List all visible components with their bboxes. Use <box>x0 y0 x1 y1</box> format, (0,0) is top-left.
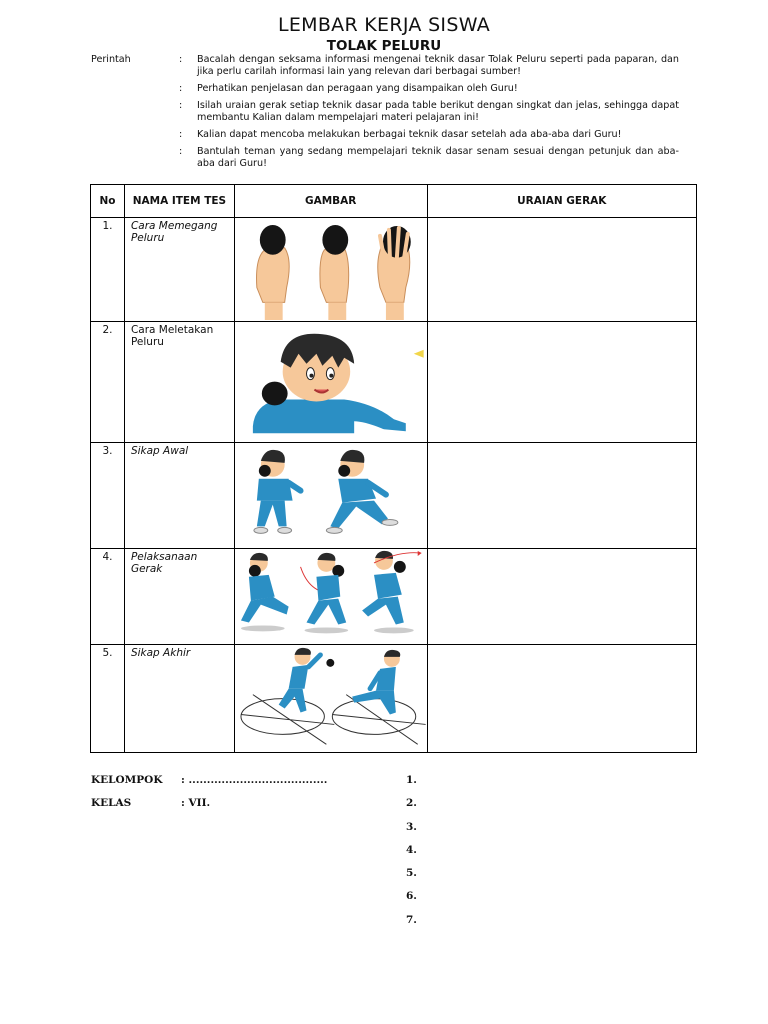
row-image <box>234 322 427 443</box>
row-item-name: Sikap Akhir <box>124 645 234 753</box>
row-description[interactable] <box>427 322 696 443</box>
page-subtitle: TOLAK PELURU <box>326 38 442 54</box>
group-label: KELOMPOK <box>91 774 163 786</box>
member-line[interactable]: 2. <box>406 797 417 810</box>
worksheet-table <box>90 184 697 753</box>
header-image: GAMBAR <box>234 185 427 218</box>
instructions <box>91 54 679 175</box>
header-no: No <box>91 185 125 218</box>
instruction-text: Bantulah teman yang sedang mempelajari teknik dasar senam sesuai dengan petunjuk dan aba-aba dari Guru! <box>197 146 679 169</box>
instruction-item: : Bantulah teman yang sedang mempelajari teknik dasar senam sesuai dengan petunjuk dan aba-aba dari Guru! <box>179 146 679 169</box>
member-line[interactable]: 5. <box>406 867 417 880</box>
group-field[interactable]: : ...................................... <box>181 774 328 786</box>
table-row <box>91 443 697 549</box>
page-title: LEMBAR KERJA SISWA <box>277 14 491 36</box>
instruction-text: Bacalah dengan seksama informasi mengenai teknik dasar Tolak Peluru seperti pada paparan, dan jika perlu carilah informasi lain yang relevan dari berbagai sumber! <box>197 54 679 77</box>
instruction-label: Perintah <box>91 54 131 65</box>
member-line[interactable]: 3. <box>406 820 417 833</box>
instruction-text: Kalian dapat mencoba melakukan berbagai teknik dasar setelah ada aba-aba dari Guru! <box>197 129 622 140</box>
row-image <box>234 549 427 645</box>
row-description[interactable] <box>427 218 696 322</box>
instruction-text: Perhatikan penjelasan dan peragaan yang disampaikan oleh Guru! <box>197 83 518 94</box>
member-line[interactable]: 1. <box>406 774 417 786</box>
instruction-item: : Perhatikan penjelasan dan peragaan yang disampaikan oleh Guru! <box>91 83 679 95</box>
header-description: URAIAN GERAK <box>427 185 696 218</box>
row-description[interactable] <box>427 549 696 645</box>
class-field[interactable]: : VII. <box>181 797 211 809</box>
instruction-item: : Kalian dapat mencoba melakukan berbagai teknik dasar setelah ada aba-aba dari Guru! <box>91 129 679 141</box>
row-number: 3. <box>91 443 125 549</box>
instruction-text: Isilah uraian gerak setiap teknik dasar pada table berikut dengan singkat dan jelas, sehingga dapat membantu Kalian dalam mempelajari materi pelajaran ini! <box>197 100 679 123</box>
class-row <box>91 797 391 820</box>
table-row <box>91 549 697 645</box>
row-image <box>234 443 427 549</box>
follow-through-illustration <box>235 645 427 751</box>
member-line[interactable]: 4. <box>406 843 417 856</box>
row-number: 2. <box>91 322 125 443</box>
row-item-name: Cara Meletakan Peluru <box>124 322 234 443</box>
table-row <box>91 645 697 753</box>
table-row <box>91 218 697 322</box>
row-description[interactable] <box>427 443 696 549</box>
execution-sequence-illustration <box>235 549 427 643</box>
starting-stance-illustration <box>235 443 427 547</box>
row-number: 1. <box>91 218 125 322</box>
footer-info <box>91 774 391 820</box>
row-number: 4. <box>91 549 125 645</box>
hand-holding-shot-illustration <box>235 218 427 320</box>
row-image <box>234 218 427 322</box>
instruction-item: Perintah : Bacalah dengan seksama informasi mengenai teknik dasar Tolak Peluru seperti pada paparan, dan jika perlu carilah informasi lain yang relevan dari berbagai sumber! <box>91 54 679 77</box>
row-item-name: Sikap Awal <box>124 443 234 549</box>
row-item-name: Pelaksanaan Gerak <box>124 549 234 645</box>
group-row <box>91 774 391 797</box>
class-label: KELAS <box>91 797 132 809</box>
table-row <box>91 322 697 443</box>
table-header-row <box>91 185 697 218</box>
member-list <box>406 774 417 937</box>
member-line[interactable]: 7. <box>406 913 417 926</box>
member-line[interactable]: 6. <box>406 890 417 903</box>
row-description[interactable] <box>427 645 696 753</box>
row-image <box>234 645 427 753</box>
row-number: 5. <box>91 645 125 753</box>
placing-shot-illustration <box>235 322 427 441</box>
header-name: NAMA ITEM TES <box>124 185 234 218</box>
instruction-item: : Isilah uraian gerak setiap teknik dasar pada table berikut dengan singkat dan jelas, sehingga dapat membantu Kalian dalam mempelajari materi pelajaran ini! <box>179 100 679 123</box>
row-item-name: Cara Memegang Peluru <box>124 218 234 322</box>
